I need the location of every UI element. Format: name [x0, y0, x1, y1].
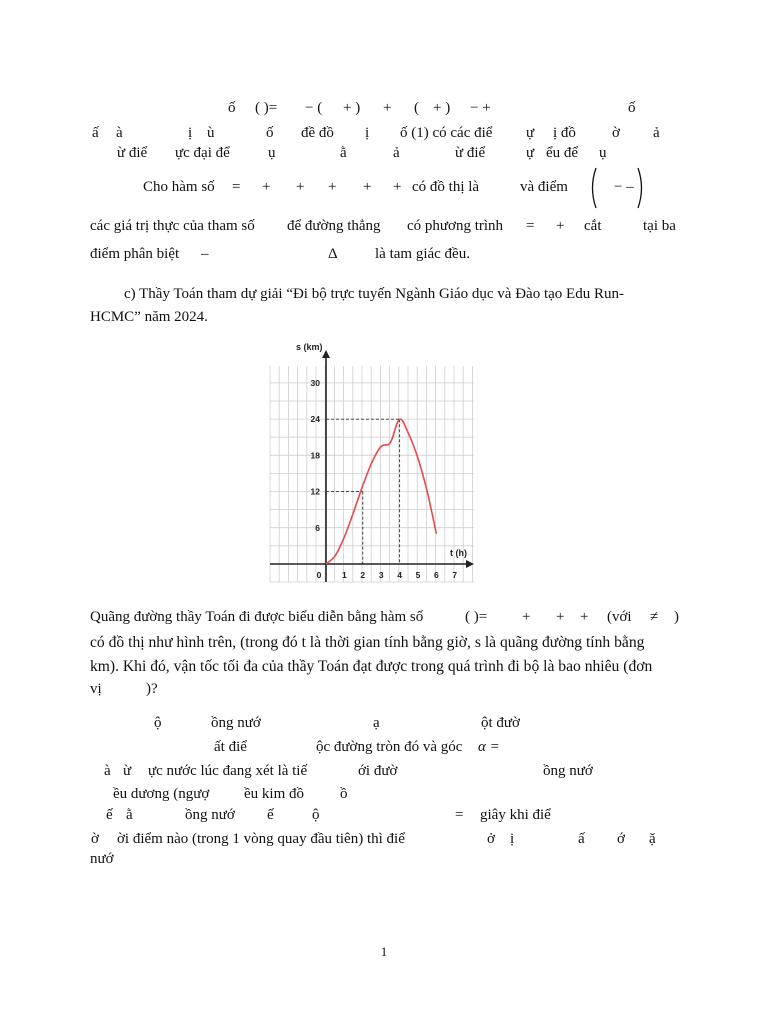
chart	[268, 338, 478, 586]
text: =	[232, 179, 241, 195]
text: +	[296, 179, 305, 195]
text: vị	[90, 681, 102, 697]
text: +	[393, 179, 402, 195]
text: Cho hàm số	[143, 179, 215, 195]
frag: ụ	[268, 145, 276, 161]
frag: ố (1) có các điể	[400, 125, 493, 141]
frag: ồng nướ	[211, 715, 261, 731]
frag: ều kim đồ	[244, 786, 304, 802]
text: để đường thẳng	[287, 218, 381, 234]
frag: ực nước lúc đang xét là tiế	[148, 763, 308, 779]
text: HCMC” năm 2024.	[90, 309, 208, 325]
x-tick-label: 0	[316, 570, 322, 580]
x-tick-label: 6	[434, 570, 439, 580]
text: +	[556, 609, 565, 625]
frag: ặ	[649, 831, 656, 847]
frag: ị	[188, 125, 193, 141]
frag: ời điểm nào (trong 1 vòng quay đầu tiên) thì điể	[117, 831, 405, 847]
frag: =	[455, 807, 464, 823]
text: Δ	[328, 246, 338, 262]
frag: ộ	[312, 807, 320, 823]
y-tick-label: 30	[310, 378, 320, 388]
text: ( )=	[465, 609, 488, 625]
frag: +	[383, 100, 392, 116]
chart-svg	[268, 338, 478, 586]
text: )?	[146, 681, 158, 697]
frag: ất điể	[214, 739, 247, 755]
frag: − (	[305, 100, 323, 116]
frag: ờ	[91, 831, 99, 847]
frag: à	[116, 125, 123, 141]
frag: ụ	[599, 145, 607, 161]
text: Quãng đường thầy Toán đi được biểu diễn bằng hàm số	[90, 609, 424, 625]
frag: ừ	[123, 763, 132, 779]
x-tick-label: 5	[415, 570, 421, 580]
text: cắt	[584, 218, 602, 234]
x-tick-label: 1	[342, 570, 347, 580]
y-tick-label: 18	[310, 450, 320, 461]
frag: α =	[478, 739, 500, 755]
frag: ừ điể	[117, 145, 148, 161]
frag: ộ	[154, 715, 162, 731]
frag: ới đườ	[358, 763, 398, 779]
frag: ị đồ	[553, 125, 576, 141]
frag: ù	[207, 125, 215, 141]
frag: ớ	[617, 831, 625, 847]
text: +	[328, 179, 337, 195]
frag: ểu để	[546, 145, 579, 161]
frag: ị	[365, 125, 370, 141]
frag: ố	[266, 125, 274, 141]
text: tại ba	[643, 218, 676, 234]
frag: + )	[433, 100, 451, 116]
text: ≠	[650, 609, 659, 625]
frag: ồng nướ	[185, 807, 235, 823]
frag: ị	[510, 831, 515, 847]
frag: ả	[393, 145, 400, 161]
frag: − +	[470, 100, 491, 116]
y-axis-label: s (km)	[296, 342, 323, 352]
frag: ằ	[126, 807, 133, 823]
frag: ố	[228, 100, 236, 116]
text: có đồ thị như hình trên, (trong đó t là thời gian tính bằng giờ, s là quãng đường tính bằng	[90, 634, 645, 651]
text: =	[526, 218, 535, 234]
frag: ừ điể	[455, 145, 486, 161]
page-number: 1	[380, 944, 388, 959]
frag: ồng nướ	[543, 763, 593, 779]
frag: ấ	[578, 831, 585, 847]
frag: à	[104, 763, 111, 779]
frag: + )	[343, 100, 361, 116]
frag: ở	[487, 831, 495, 847]
frag: giây khi điể	[480, 807, 551, 823]
text: có phương trình	[407, 218, 504, 234]
text: +	[363, 179, 372, 195]
frag: ( )=	[255, 100, 278, 116]
frag: (	[414, 100, 419, 116]
frag: ồ	[340, 786, 348, 802]
text: điểm phân biệt	[90, 246, 180, 262]
frag: ự	[526, 145, 535, 161]
x-tick-label: 4	[397, 570, 402, 580]
frag: ằ	[340, 145, 347, 161]
y-axis-arrow	[322, 350, 330, 358]
frag: ạ	[373, 715, 380, 731]
frag: ố	[628, 100, 636, 116]
text: +	[580, 609, 589, 625]
y-tick-label: 24	[310, 414, 320, 425]
text: − –	[614, 179, 634, 195]
text: có đồ thị là	[412, 179, 480, 195]
frag: ều dương (ngượ	[113, 786, 210, 802]
frag: ả	[653, 125, 660, 141]
y-tick-label: 12	[310, 486, 320, 497]
frag: ờ	[612, 125, 620, 141]
frag: ự	[526, 125, 535, 141]
y-tick-label: 6	[315, 522, 320, 533]
text: )	[674, 609, 679, 625]
text: +	[556, 218, 565, 234]
text: là tam giác đều.	[375, 246, 470, 262]
frag: đề đồ	[301, 125, 334, 141]
text: c) Thầy Toán tham dự giải “Đi bộ trực tuyến Ngành Giáo dục và Đào tạo Edu Run-	[124, 286, 624, 302]
frag: ực đại để	[175, 145, 230, 161]
frag: ấ	[92, 125, 99, 141]
frag: ế	[267, 807, 274, 823]
text: (với	[607, 609, 632, 625]
x-tick-label: 3	[378, 570, 384, 580]
frag: ột đườ	[481, 715, 520, 731]
text: km). Khi đó, vận tốc tối đa của thầy Toán đạt được trong quá trình đi bộ là bao nhiêu (đơn	[90, 658, 653, 675]
text: +	[262, 179, 271, 195]
frag: ế	[106, 807, 113, 823]
x-tick-label: 2	[360, 570, 366, 580]
text: –	[201, 246, 209, 262]
x-tick-label: 7	[452, 570, 458, 580]
text: +	[522, 609, 531, 625]
x-axis-label: t (h)	[450, 548, 467, 558]
frag: ộc đường tròn đó và góc	[316, 739, 463, 755]
frag: nướ	[90, 851, 114, 867]
text: và điểm	[520, 179, 568, 195]
text: các giá trị thực của tham số	[90, 218, 255, 234]
